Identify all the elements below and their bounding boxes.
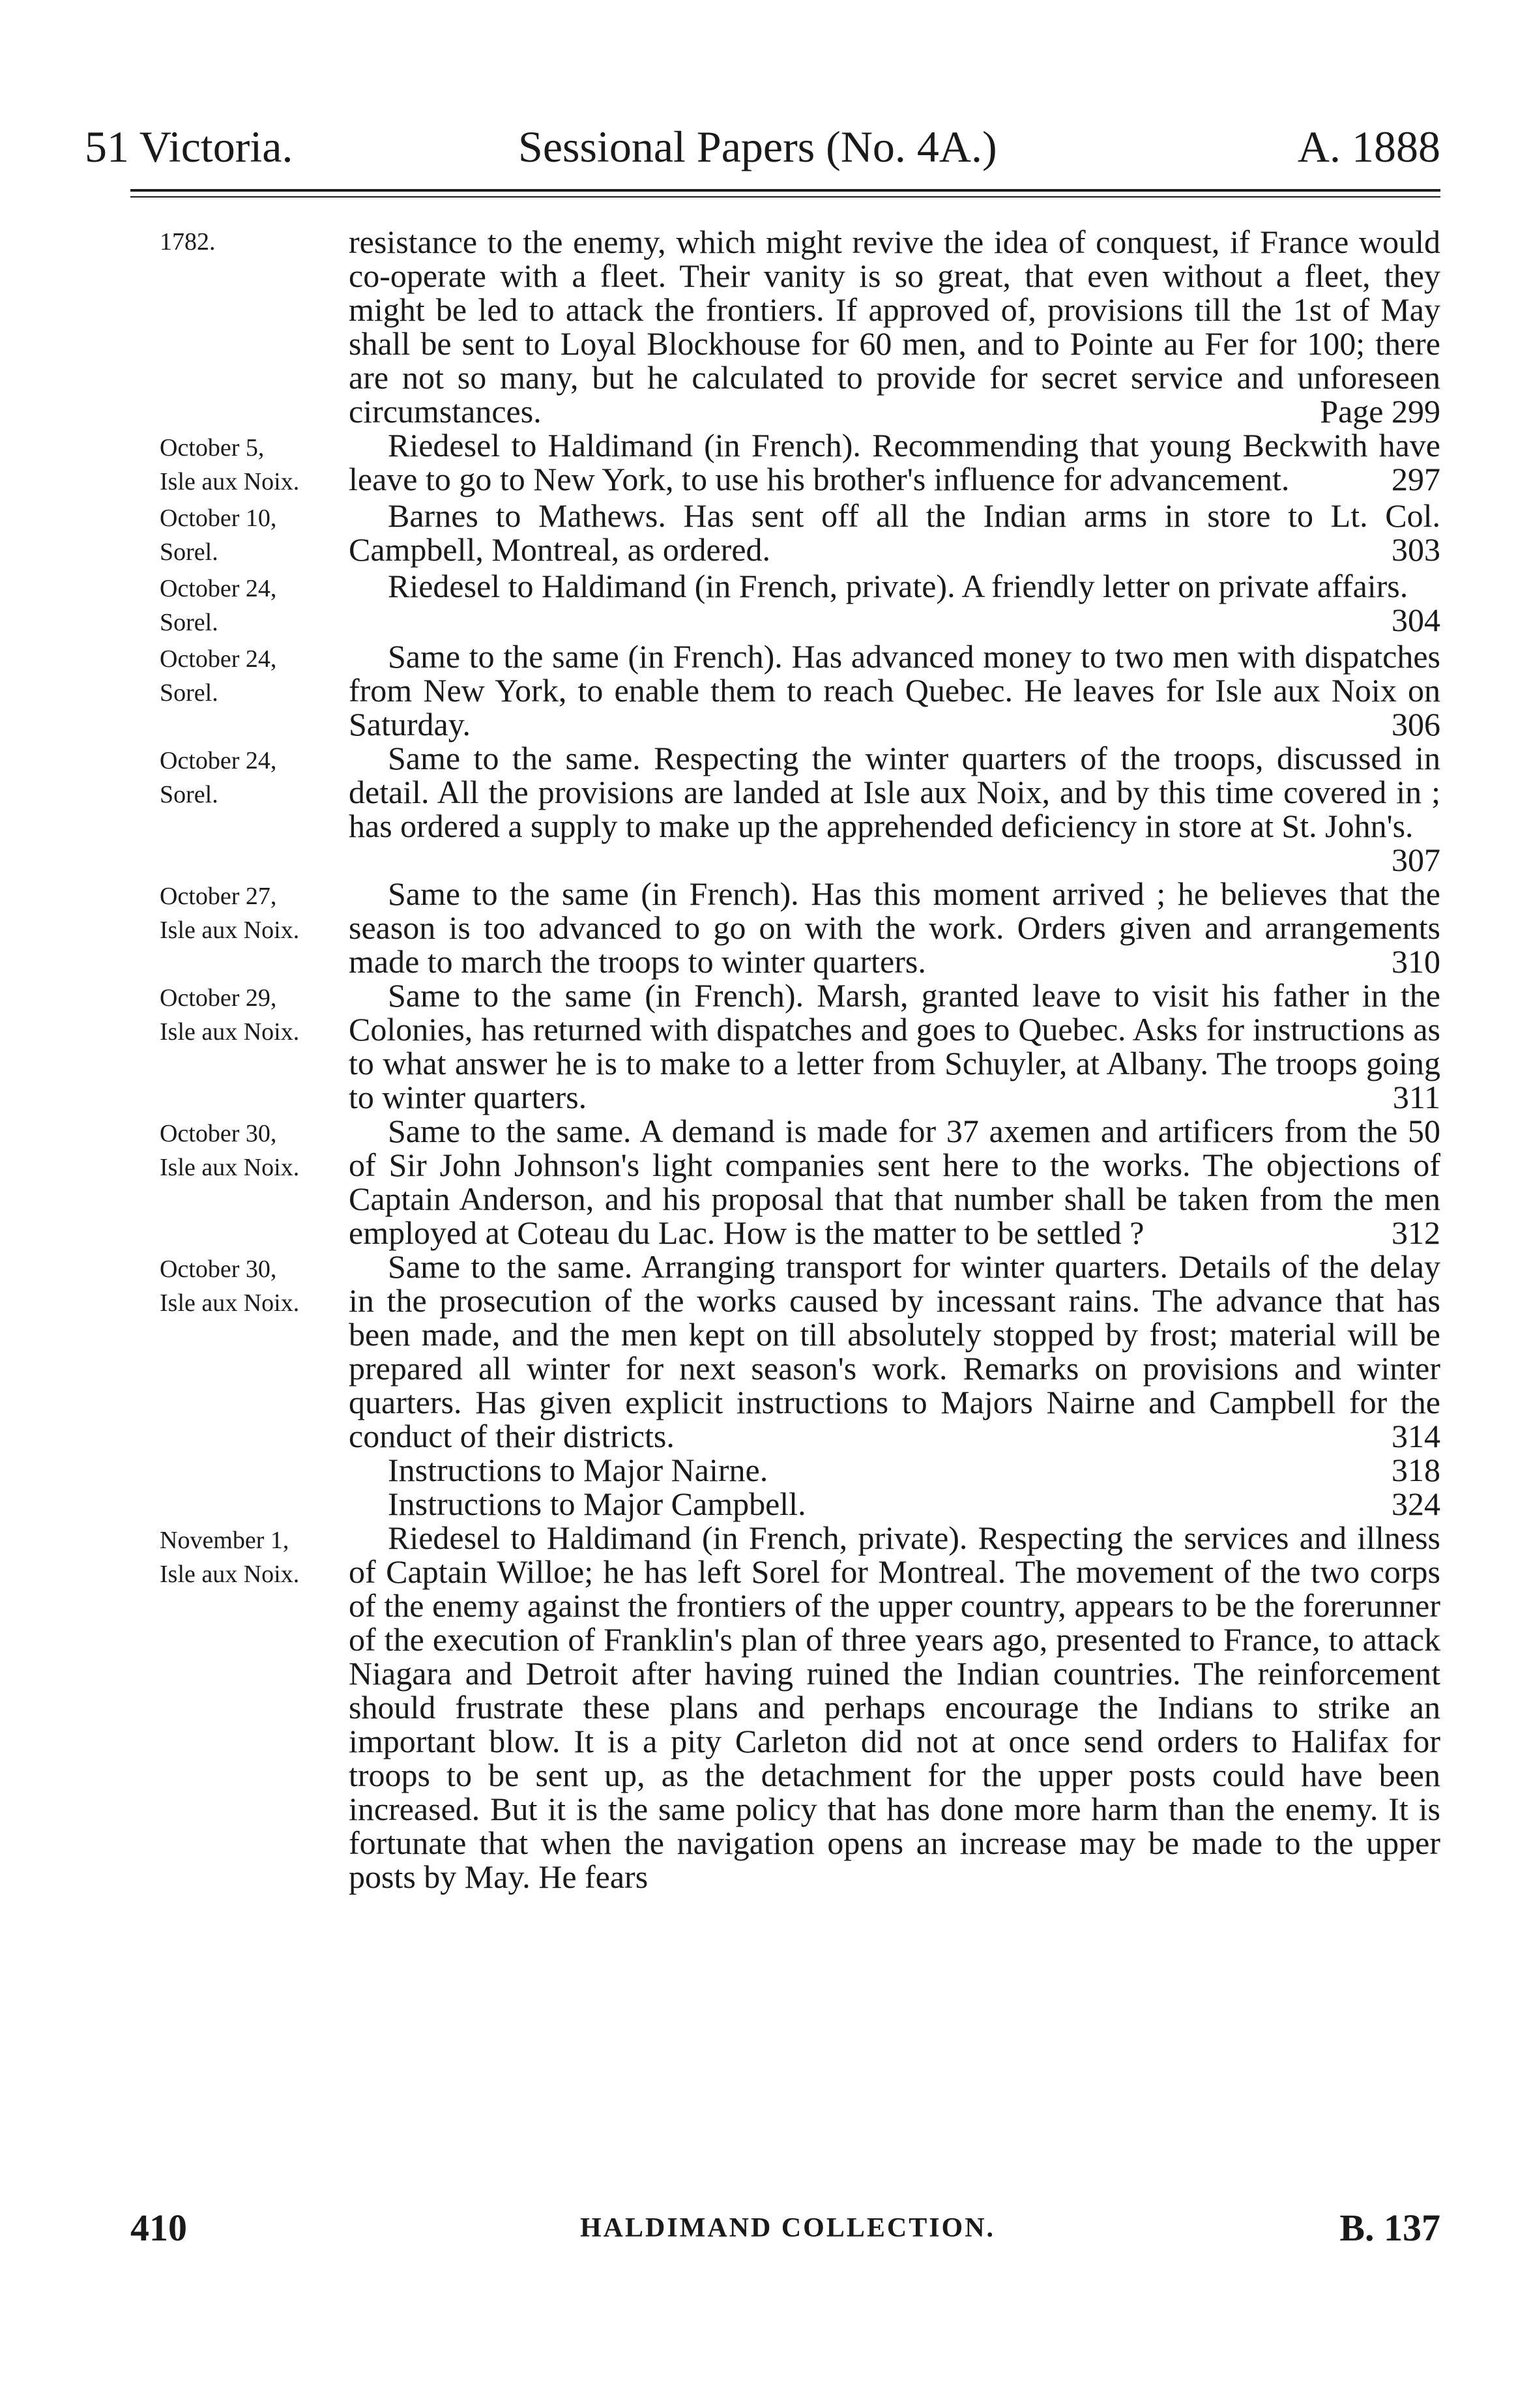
- sub-entry-page: 318: [1392, 1452, 1440, 1488]
- entry-paragraph: [349, 225, 1440, 428]
- entry-text: Barnes to Mathews. Has sent off all the Indian arms in store to Lt. Col. Campbell, Montreal, as ordered.: [349, 497, 1440, 568]
- calendar-entries: [160, 225, 1440, 1894]
- entry-date: October 30,: [160, 1120, 277, 1147]
- page-header: [85, 117, 1440, 176]
- entry-paragraph: [349, 1114, 1440, 1250]
- entry-margin: [160, 1114, 349, 1250]
- entry-text: Same to the same (in French). Marsh, granted leave to visit his father in the Colonies, has returned with dispatches and goes to Quebec. Asks for instructions as to what answer he is to make to a letter from Schuyler, at Albany. The troops going to winter quarters.: [349, 977, 1440, 1115]
- entry-text: Same to the same. Respecting the winter quarters of the troops, discussed in detail. All the provisions are landed at Isle aux Noix, and by this time covered in ; has ordered a supply to make up the apprehended deficiency in store at St. John's.: [349, 740, 1440, 844]
- entry: [160, 978, 1440, 1114]
- sub-entry: [349, 1453, 1440, 1487]
- entry-body: [349, 978, 1440, 1114]
- entry-margin: [160, 499, 349, 569]
- entry-margin: [160, 1250, 349, 1521]
- entry: [160, 428, 1440, 499]
- entry-date: October 27,: [160, 883, 277, 910]
- entry-place: Isle aux Noix.: [160, 1289, 300, 1317]
- entry-place: Isle aux Noix.: [160, 1154, 300, 1181]
- entry-place: Isle aux Noix.: [160, 917, 300, 944]
- entry-body: [349, 499, 1440, 569]
- header-title: Sessional Papers (No. 4A.): [518, 122, 997, 171]
- entry-text: Riedesel to Haldimand (in French). Recommending that young Beckwith have leave to go to New York, to use his brother's influence for advancement.: [349, 427, 1440, 497]
- sub-entry-page: 324: [1392, 1486, 1440, 1522]
- entry-date: October 24,: [160, 747, 277, 774]
- sub-entry-text: Instructions to Major Campbell.: [388, 1486, 806, 1522]
- entry-text: Same to the same (in French). Has this moment arrived ; he believes that the season is too advanced to go on with the work. Orders given and arrangements made to march the troops to winter quarters.: [349, 875, 1440, 980]
- entry: [160, 569, 1440, 639]
- entry-paragraph: [349, 978, 1440, 1114]
- entry-body: [349, 741, 1440, 877]
- page-footer: [130, 2202, 1440, 2254]
- entry: [160, 1521, 1440, 1894]
- entry-text: resistance to the enemy, which might revive the idea of conquest, if France would co-operate with a fleet. Their vanity is so great, that even without a fleet, they might be led to attack the frontiers. If approved of, provisions till the 1st of May shall be sent to Loyal Blockhouse for 60 men, and to Pointe au Fer for 100; there are not so many, but he calculated to provide for secret service and unforeseen circumstances.: [349, 224, 1440, 430]
- entry-margin: [160, 741, 349, 877]
- entry-text: Same to the same. Arranging transport for winter quarters. Details of the delay in the prosecution of the works caused by incessant rains. The advance that has been made, and the men kept on till absolutely stopped by frost; material will be prepared all winter for next season's work. Remarks on provisions and winter quarters. Has given explicit instructions to Majors Nairne and Campbell for the conduct of their districts.: [349, 1248, 1440, 1454]
- entry-date: October 29,: [160, 984, 277, 1012]
- entry: [160, 499, 1440, 569]
- header-year: A. 1888: [1297, 122, 1440, 171]
- entry-place: Sorel.: [160, 609, 218, 636]
- entry-paragraph: [349, 499, 1440, 566]
- entry-date: October 30,: [160, 1255, 277, 1283]
- entry: [160, 877, 1440, 978]
- entry-place: Isle aux Noix.: [160, 468, 300, 495]
- entry-margin: [160, 877, 349, 978]
- header-rule: [130, 189, 1440, 192]
- entry-page: 304: [1392, 602, 1440, 638]
- entry-paragraph: [349, 1250, 1440, 1453]
- entry-paragraph: [349, 568, 1440, 638]
- entry-margin: [160, 978, 349, 1114]
- sub-entry-text: Instructions to Major Nairne.: [388, 1452, 768, 1488]
- entry-margin: [160, 639, 349, 741]
- entry-page: 314: [1392, 1418, 1440, 1454]
- year-label: 1782.: [160, 228, 216, 256]
- entry-body: [349, 569, 1440, 639]
- entry-page: 312: [1392, 1214, 1440, 1251]
- sub-entry: [349, 1487, 1440, 1521]
- entry-date: October 24,: [160, 575, 277, 602]
- entry-date: October 24,: [160, 645, 277, 673]
- entry-page: 306: [1392, 706, 1440, 742]
- entry-date: November 1,: [160, 1527, 289, 1554]
- entry-paragraph: [349, 1521, 1440, 1894]
- header-session: 51 Victoria.: [85, 122, 293, 171]
- entry-body: [349, 225, 1440, 428]
- entry-margin: [160, 569, 349, 639]
- entry: [160, 639, 1440, 741]
- footer-collection: HALDIMAND COLLECTION.: [580, 2213, 996, 2243]
- entry-page: 297: [1392, 461, 1440, 497]
- entry-text: Riedesel to Haldimand (in French, private). A friendly letter on private affairs.: [388, 568, 1408, 604]
- entry: [160, 1114, 1440, 1250]
- entry-body: [349, 1250, 1440, 1521]
- entry-margin: [160, 428, 349, 499]
- entry-date: October 5,: [160, 434, 265, 462]
- entry-place: Isle aux Noix.: [160, 1561, 300, 1588]
- entry-place: Sorel.: [160, 679, 218, 707]
- entry-place: Sorel.: [160, 781, 218, 808]
- entry-page: 303: [1392, 531, 1440, 568]
- entry-body: [349, 428, 1440, 499]
- entry-date: October 10,: [160, 505, 277, 532]
- entry-body: [349, 1114, 1440, 1250]
- entry-body: [349, 639, 1440, 741]
- entry-body: [349, 1521, 1440, 1894]
- entry-paragraph: [349, 877, 1440, 978]
- entry-body: [349, 877, 1440, 978]
- entry: [160, 741, 1440, 877]
- entry-paragraph: [349, 428, 1440, 496]
- entry-text: Same to the same. A demand is made for 37 axemen and artificers from the 50 of Sir John Johnson's light companies sent here to the works. The objections of Captain Anderson, and his proposal that that number shall be taken from the men employed at Coteau du Lac. How is the matter to be settled ?: [349, 1113, 1440, 1251]
- entry-place: Isle aux Noix.: [160, 1018, 300, 1046]
- entry-place: Sorel.: [160, 538, 218, 566]
- entry-text: Riedesel to Haldimand (in French, private). Respecting the services and illness of Captain Willoe; he has left Sorel for Montreal. The movement of the two corps of the enemy against the frontiers of the upper country, appears to be the forerunner of the execution of Franklin's plan of three years ago, presented to France, to attack Niagara and Detroit after having ruined the Indian countries. The reinforcement should frustrate these plans and perhaps encourage the Indians to strike an important blow. It is a pity Carleton did not at once send orders to Halifax for troops to be sent up, as the detachment for the upper posts could have been increased. But it is the same policy that has done more harm than the enemy. It is fortunate that when the navigation opens an increase may be made to the upper posts by May. He fears: [349, 1520, 1440, 1895]
- entry: [160, 225, 1440, 428]
- entry-text: Same to the same (in French). Has advanced money to two men with dispatches from New York, to enable them to reach Quebec. He leaves for Isle aux Noix on Saturday.: [349, 638, 1440, 742]
- entry-page: Page 299: [1320, 393, 1440, 430]
- entry-page: 307: [1392, 842, 1440, 878]
- entry-paragraph: [349, 639, 1440, 741]
- entry-page: 310: [1392, 943, 1440, 980]
- entry: [160, 1250, 1440, 1521]
- footer-volume: B. 137: [1339, 2207, 1440, 2249]
- footer-page-number: 410: [130, 2207, 187, 2249]
- entry-page: 311: [1392, 1079, 1440, 1115]
- header-rule-thin: [130, 196, 1440, 198]
- entry-paragraph: [349, 740, 1440, 878]
- entry-margin: [160, 1521, 349, 1894]
